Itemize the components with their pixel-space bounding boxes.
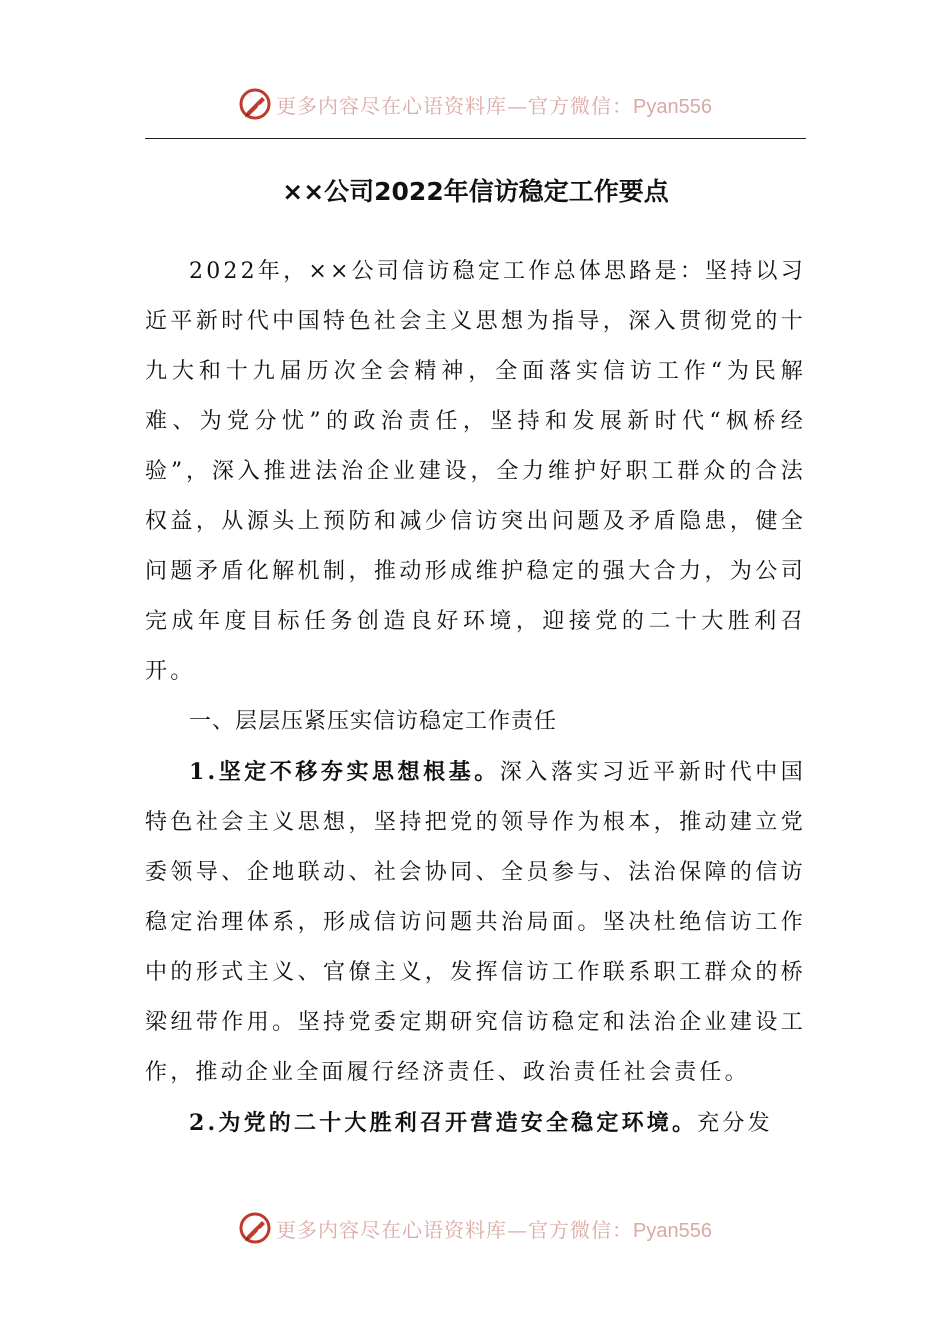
item-2-body: 充分发	[697, 1111, 773, 1136]
header-wechat-id: Pyan556	[633, 95, 712, 118]
pen-logo-icon	[238, 87, 272, 121]
item-2-lead: 2.为党的二十大胜利召开营造安全稳定环境。	[189, 1110, 698, 1136]
header-banner	[0, 82, 950, 126]
intro-paragraph: 2022年，××公司信访稳定工作总体思路是：坚持以习近平新时代中国特色社会主义思想为指导，深入贯彻党的十九大和十九届历次全会精神，全面落实信访工作“为民解难、为党分忧”的政治责任，坚持和发展新时代“枫桥经验”，深入推进法治企业建设，全力维护好职工群众的合法权益，从源头上预防和减少信访突出问题及矛盾隐患，健全问题矛盾化解机制，推动形成维护稳定的强大合力，为公司完成年度目标任务创造良好环境，迎接党的二十大胜利召开。	[145, 259, 806, 684]
header-banner-text: 更多内容尽在心语资料库—官方微信：Pyan556	[276, 93, 712, 118]
section-1-item-1	[145, 747, 806, 1098]
document-title: ××公司2022年信访稳定工作要点	[282, 177, 669, 206]
header-divider	[145, 138, 806, 139]
document-body	[145, 247, 806, 1149]
footer-banner	[0, 1206, 950, 1250]
footer-banner-text: 更多内容尽在心语资料库—官方微信：Pyan556	[276, 1217, 712, 1242]
item-1-body: 深入落实习近平新时代中国特色社会主义思想，坚持把党的领导作为根本，推动建立党委领导、企地联动、社会协同、全员参与、法治保障的信访稳定治理体系，形成信访问题共治局面。坚决杜绝信访工作中的形式主义、官僚主义，发挥信访工作联系职工群众的桥梁纽带作用。坚持党委定期研究信访稳定和法治企业建设工作，推动企业全面履行经济责任、政治责任社会责任。	[145, 760, 806, 1085]
section-1-item-2	[145, 1098, 806, 1149]
pen-logo-icon	[238, 1211, 272, 1245]
item-1-lead: 1.坚定不移夯实思想根基。	[189, 759, 500, 785]
section-1-heading: 一、层层压紧压实信访稳定工作责任	[189, 709, 558, 734]
footer-wechat-id: Pyan556	[633, 1219, 712, 1242]
